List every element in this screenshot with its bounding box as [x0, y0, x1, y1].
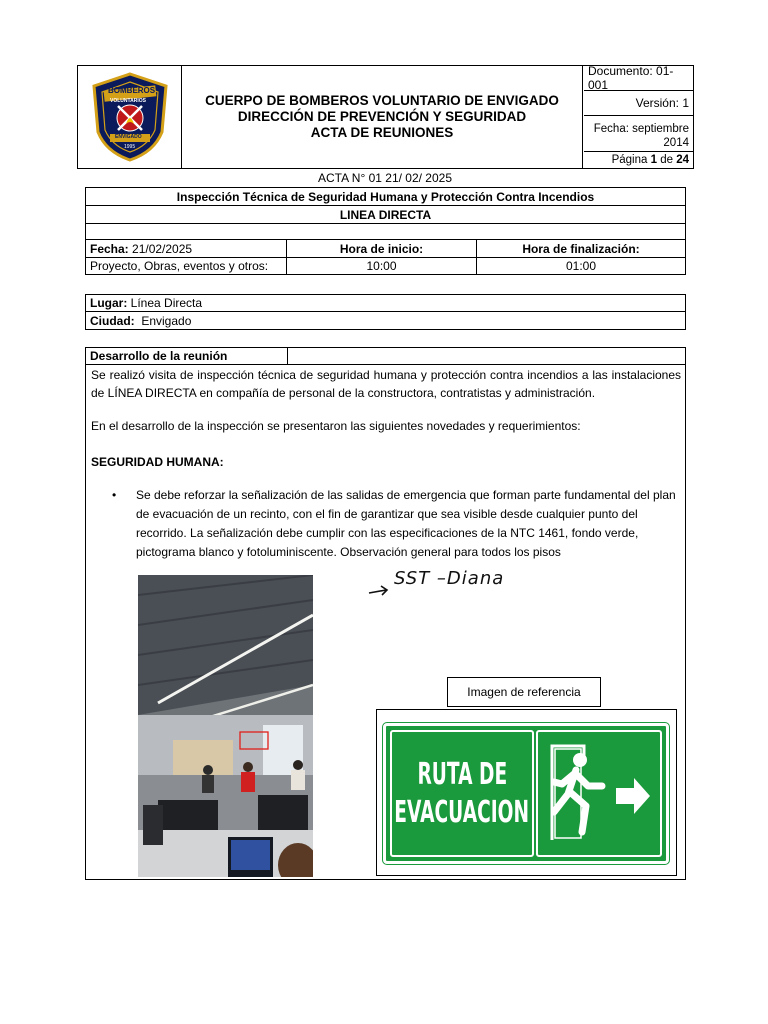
document-type: ACTA DE REUNIONES [310, 125, 454, 140]
info-table [85, 187, 686, 275]
handwritten-note: SST –Diana [394, 568, 505, 589]
sign-pictogram-panel [536, 730, 662, 857]
lugar-value: Línea Directa [127, 296, 203, 310]
development-heading: Desarrollo de la reunión [85, 347, 288, 365]
date-line-1: Fecha: septiembre [593, 123, 689, 135]
evacuation-sign-frame [376, 709, 677, 876]
sign-text-panel [390, 730, 534, 857]
logo-text-middle: VOLUNTARIOS [110, 98, 147, 104]
document-date [584, 116, 693, 152]
office-photo [138, 575, 313, 877]
place-table [85, 294, 686, 330]
development-body [85, 364, 686, 880]
reference-caption: Imagen de referencia [447, 677, 601, 707]
ciudad-row [86, 312, 685, 329]
evacuation-sign [383, 723, 669, 864]
novelties-paragraph: En el desarrollo de la inspección se presentaron las siguientes novedades y requerimientos: [91, 419, 581, 433]
start-time-value: 10:00 [287, 258, 477, 274]
intro-paragraph: Se realizó visita de inspección técnica de seguridad humana y protección contra incendios a las instalaciones de LÍNEA DIRECTA en compañía de personal de la constructora, contratistas y administración. [91, 368, 681, 400]
page-total: 24 [676, 154, 689, 166]
ciudad-value: Envigado [134, 313, 192, 328]
start-time-label: Hora de inicio: [287, 240, 477, 258]
section-title: SEGURIDAD HUMANA: [91, 455, 224, 469]
document-code: Documento: 01-001 [584, 66, 693, 91]
logo-text-top: BOMBEROS [108, 86, 156, 95]
page-prefix: Página [611, 154, 651, 166]
fecha-cell [86, 240, 287, 258]
document-version: Versión: 1 [584, 91, 693, 116]
logo-text-year: 1995 [124, 144, 136, 150]
logo-text-bottom: ENVIGADO [115, 134, 142, 140]
org-name: CUERPO DE BOMBEROS VOLUNTARIO DE ENVIGADO [205, 93, 559, 108]
lugar-label: Lugar: [90, 296, 128, 310]
running-man-exit-icon [538, 732, 660, 855]
acta-number: ACTA N° 01 21/ 02/ 2025 [318, 171, 452, 185]
company-name: LINEA DIRECTA [86, 206, 685, 224]
page-mid: de [657, 154, 677, 166]
org-department: DIRECCIÓN DE PREVENCIÓN Y SEGURIDAD [237, 109, 527, 124]
page-indicator [584, 152, 693, 168]
ciudad-label: Ciudad: [90, 313, 135, 328]
page-number: 1 [650, 154, 658, 166]
meeting-type: Proyecto, Obras, eventos y otros: [86, 258, 287, 274]
end-time-label: Hora de finalización: [477, 240, 685, 258]
lugar-row [86, 295, 685, 312]
header-table [77, 65, 694, 169]
sign-line-1: RUTA DE [417, 756, 507, 792]
bullet-dot: • [112, 488, 117, 502]
sign-line-2: EVACUACION [394, 794, 530, 830]
bullet-signage: Se debe reforzar la señalización de las salidas de emergencia que forman parte fundamental del plan de evacuación de un recinto, con el fin de garantizar que sea visible desde cualquier punto del recorrido. La señalización debe cumplir con las especificaciones de la NTC 1461, fondo verde, pictograma blanco y fotoluminiscente. Observación general para todos los pisos [136, 488, 676, 559]
logo-cell [78, 66, 182, 168]
empty-row [86, 224, 685, 240]
fecha-value: 21/02/2025 [128, 241, 193, 256]
end-time-value: 01:00 [565, 259, 597, 273]
inspection-subject: Inspección Técnica de Seguridad Humana y Protección Contra Incendios [86, 188, 685, 206]
org-title-cell [182, 66, 583, 168]
heading-blank-cell [287, 347, 686, 365]
fecha-label: Fecha: [90, 241, 129, 256]
date-line-2: 2014 [663, 137, 689, 149]
arrow-icon [368, 584, 390, 598]
